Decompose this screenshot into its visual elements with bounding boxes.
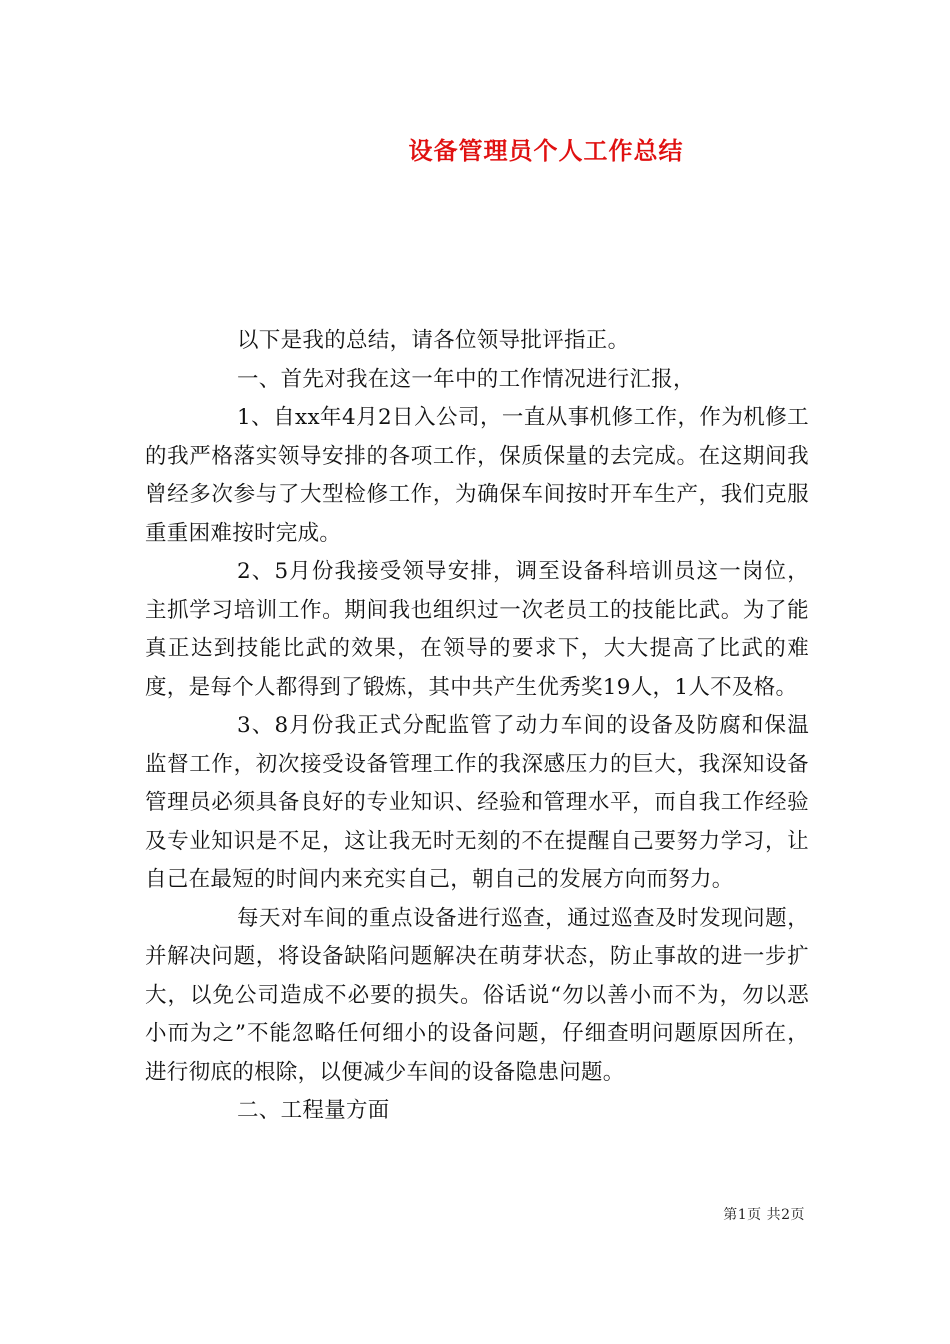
paragraph-item-2: 2、5月份我接受领导安排，调至设备科培训员这一岗位，主抓学习培训工作。期间我也组织过一次老员工的技能比武。为了能真正达到技能比武的效果，在领导的要求下，大大提高了比武的难度，是每个人都得到了锻炼，其中共产生优秀奖19人，1人不及格。 xyxy=(145,559,809,700)
page-number: 第1页 共2页 xyxy=(723,1207,805,1223)
document-body xyxy=(145,322,809,1131)
paragraph-item-1: 1、自xx年4月2日入公司，一直从事机修工作，作为机修工的我严格落实领导安排的各项工作，保质保量的去完成。在这期间我曾经多次参与了大型检修工作，为确保车间按时开车生产，我们克服重重困难按时完成。 xyxy=(145,405,809,546)
paragraph-section-2-heading: 二、工程量方面 xyxy=(237,1098,390,1123)
paragraph-section-1-heading: 一、首先对我在这一年中的工作情况进行汇报， xyxy=(237,366,695,392)
paragraph-intro: 以下是我的总结，请各位领导批评指正。 xyxy=(237,328,630,353)
paragraph-inspection: 每天对车间的重点设备进行巡查，通过巡查及时发现问题，并解决问题，将设备缺陷问题解决在萌芽状态，防止事故的进一步扩大，以免公司造成不必要的损失。俗话说“勿以善小而不为，勿以恶小而为之”不能忽略任何细小的设备问题，仔细查明问题原因所在，进行彻底的根除，以便减少车间的设备隐患问题。 xyxy=(145,905,809,1085)
paragraph-item-3: 3、8月份我正式分配监管了动力车间的设备及防腐和保温监督工作，初次接受设备管理工作的我深感压力的巨大，我深知设备管理员必须具备良好的专业知识、经验和管理水平，而自我工作经验及专业知识是不足，这让我无时无刻的不在提醒自己要努力学习，让自己在最短的时间内来充实自己，朝自己的发展方向而努力。 xyxy=(145,713,809,892)
document-title: 设备管理员个人工作总结 xyxy=(408,136,684,165)
